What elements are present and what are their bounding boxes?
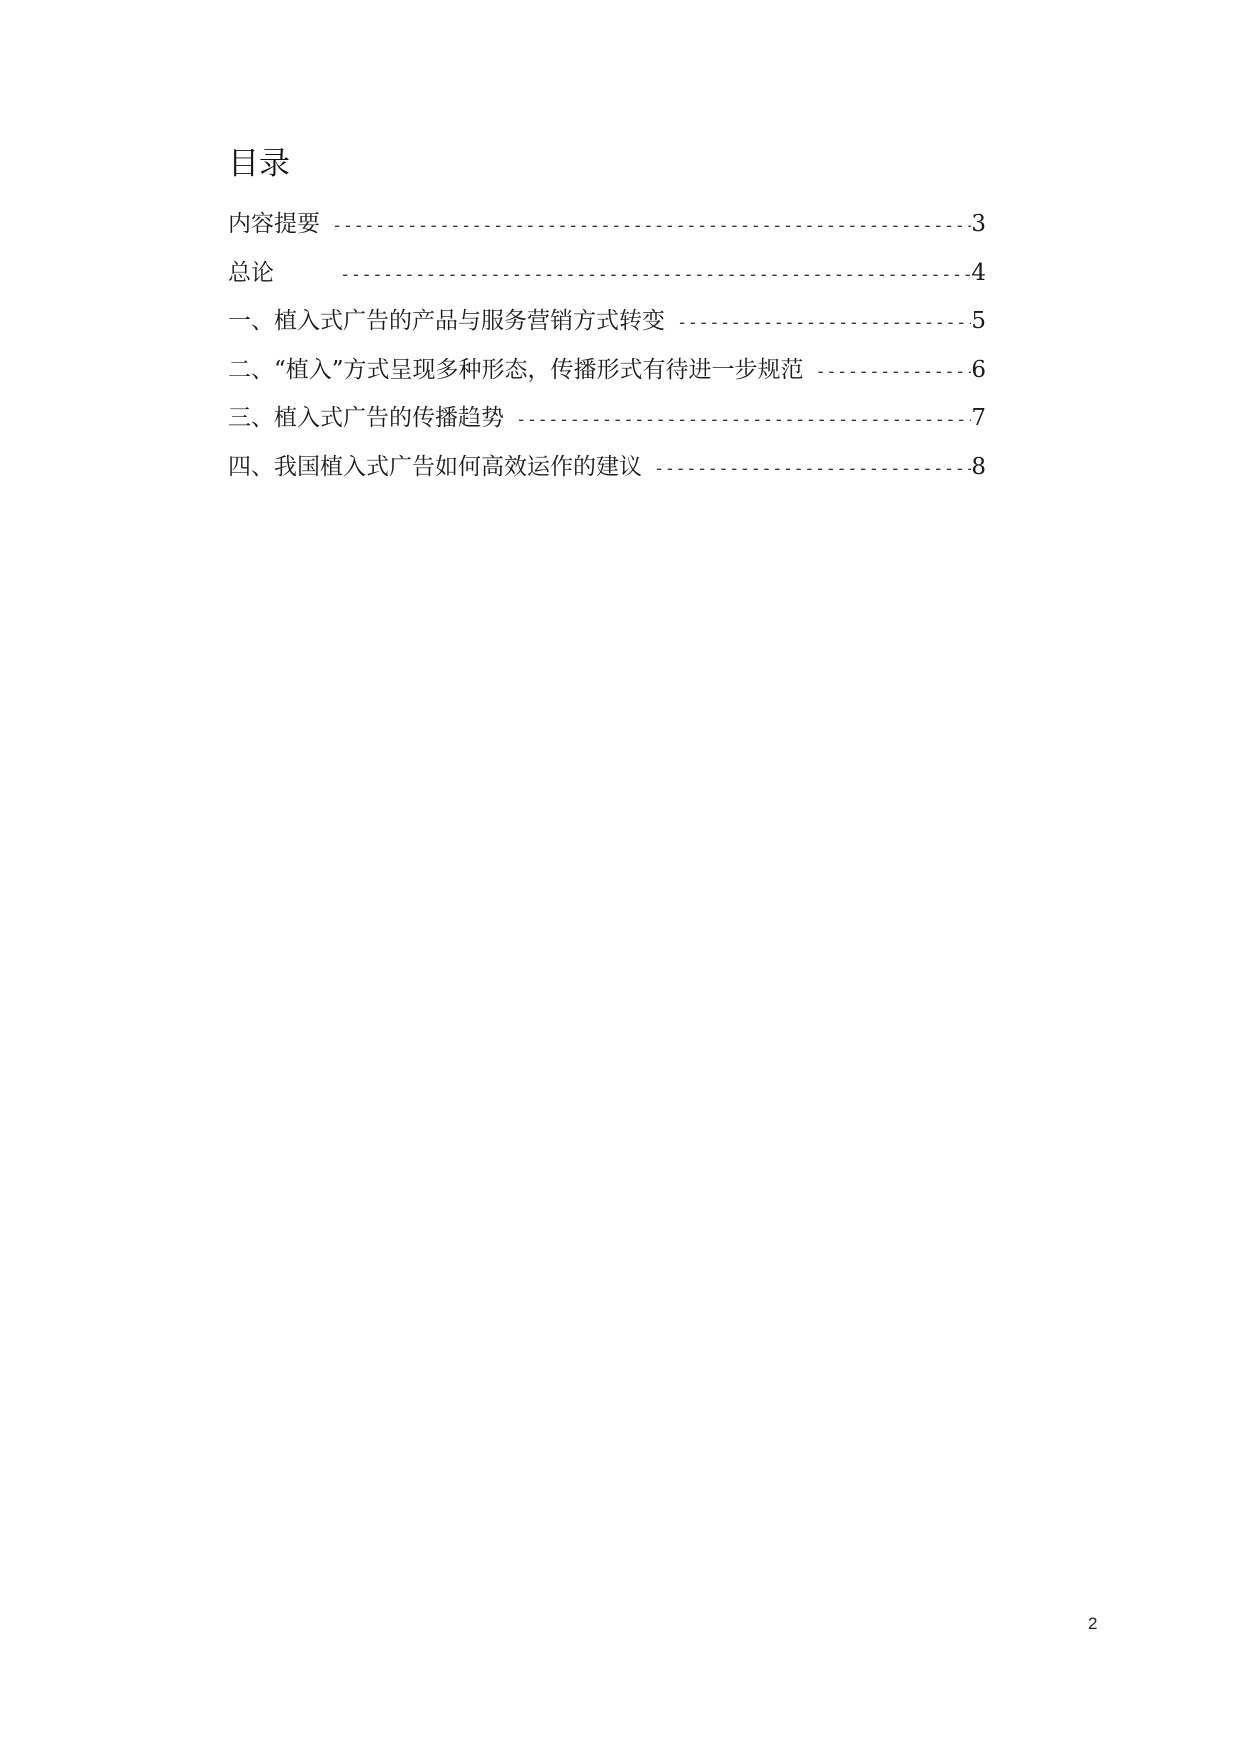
toc-entry-page: 4 [971, 259, 986, 286]
toc-leader-dashes [332, 208, 971, 244]
toc-entry-page: 3 [971, 211, 986, 237]
toc-leader-dashes [816, 354, 972, 390]
toc-entry-chapter-1[interactable] [228, 303, 986, 352]
toc-entry-chapter-2[interactable] [228, 352, 986, 401]
toc-entry-label: 三、植入式广告的传播趋势 [228, 405, 504, 431]
toc-leader-dashes [340, 257, 971, 293]
toc-leader-dashes [677, 305, 971, 341]
toc-entry-label: 总论 [228, 259, 274, 286]
toc-entry-label: 四、我国植入式广告如何高效运作的建议 [228, 453, 642, 480]
toc-leader-dashes [516, 402, 971, 438]
toc-entry-general[interactable] [228, 255, 986, 304]
toc-entry-label: 二、“植入”方式呈现多种形态，传播形式有待进一步规范 [228, 356, 804, 383]
toc-leader-dashes [654, 451, 971, 487]
toc-entry-page: 8 [971, 453, 986, 480]
toc-entry-page: 7 [971, 405, 986, 431]
toc-entry-page: 5 [971, 308, 986, 334]
toc-title: 目录 [228, 146, 290, 182]
toc-entry-chapter-4[interactable] [228, 449, 986, 498]
toc-entry-label: 一、植入式广告的产品与服务营销方式转变 [228, 308, 665, 334]
toc-entry-page: 6 [971, 356, 986, 383]
toc-entry-label: 内容提要 [228, 211, 320, 237]
toc-entry-chapter-3[interactable] [228, 400, 986, 449]
toc-entry-summary[interactable] [228, 206, 986, 255]
table-of-contents [228, 206, 986, 497]
page-number: 2 [1088, 1614, 1098, 1633]
